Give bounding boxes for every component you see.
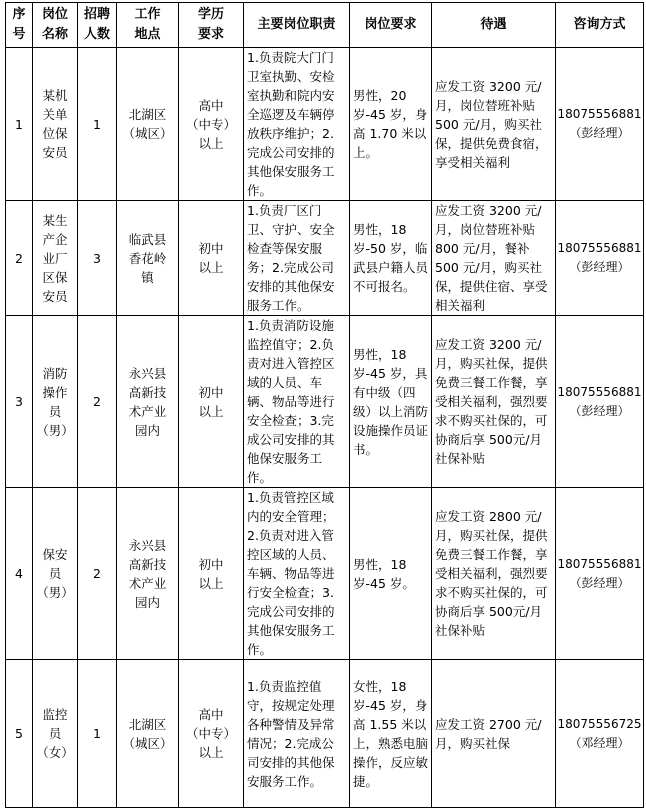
headcount: 1	[78, 48, 117, 201]
header-requirements: 岗位要求	[350, 3, 432, 48]
contact-info: 18075556881 （彭经理）	[556, 316, 644, 488]
job-duties: 1.负责消防设施监控值守；2.负责对进入管控区域的人员、车辆、物品等进行安全检查；3.完成公司安排的其他保安服务工作。	[244, 316, 350, 488]
benefits: 应发工资 2700 元/月，购买社保	[432, 660, 556, 808]
education-requirement: 初中 以上	[179, 488, 244, 660]
job-duties: 1.负责厂区门卫、守护、安全检查等保安服务；2.完成公司安排的其他保安服务工作。	[244, 201, 350, 316]
table-row	[6, 488, 644, 660]
job-duties: 1.负责管控区域内的安全管理；2.负责对进入管控区域的人员、车辆、物品等进行安全检查；3.完成公司安排的其他保安服务工作。	[244, 488, 350, 660]
work-location: 永兴县 高新技 术产业 园内	[117, 316, 179, 488]
header-location: 工作 地点	[117, 3, 179, 48]
row-number: 2	[6, 201, 33, 316]
contact-info: 18075556881 （彭经理）	[556, 48, 644, 201]
header-no: 序 号	[6, 3, 33, 48]
row-number: 5	[6, 660, 33, 808]
table-row	[6, 660, 644, 808]
header-duties: 主要岗位职责	[244, 3, 350, 48]
table-row	[6, 48, 644, 201]
work-location: 北湖区 （城区）	[117, 660, 179, 808]
benefits: 应发工资 3200 元/月，岗位替班补贴 800 元/月，餐补 500 元/月，购买社保，提供住宿、享受相关福利	[432, 201, 556, 316]
row-number: 4	[6, 488, 33, 660]
headcount: 3	[78, 201, 117, 316]
work-location: 北湖区 （城区）	[117, 48, 179, 201]
benefits: 应发工资 2800 元/月，购买社保，提供免费三餐工作餐，享受相关福利，强烈要求不购买社保的，可协商后享 500元/月社保补贴	[432, 488, 556, 660]
job-title: 消防 操作 员 （男）	[33, 316, 78, 488]
header-contact: 咨询方式	[556, 3, 644, 48]
job-title: 某生 产企 业厂 区保 安员	[33, 201, 78, 316]
headcount: 1	[78, 660, 117, 808]
education-requirement: 高中 （中专） 以上	[179, 660, 244, 808]
headcount: 2	[78, 316, 117, 488]
header-education: 学历 要求	[179, 3, 244, 48]
recruitment-table	[5, 2, 644, 808]
education-requirement: 初中 以上	[179, 316, 244, 488]
job-requirements: 男性，18 岁-50 岁，临武县户籍人员不可报名。	[350, 201, 432, 316]
header-benefits: 待遇	[432, 3, 556, 48]
contact-info: 18075556881 （彭经理）	[556, 488, 644, 660]
table-row	[6, 201, 644, 316]
work-location: 临武县 香花岭 镇	[117, 201, 179, 316]
job-duties: 1.负责监控值守，按规定处理各种警情及异常情况；2.完成公司安排的其他保安服务工作。	[244, 660, 350, 808]
work-location: 永兴县 高新技 术产业 园内	[117, 488, 179, 660]
header-count: 招聘 人数	[78, 3, 117, 48]
benefits: 应发工资 3200 元/月，购买社保，提供免费三餐工作餐，享受相关福利，强烈要求不购买社保的，可协商后享 500元/月社保补贴	[432, 316, 556, 488]
row-number: 1	[6, 48, 33, 201]
benefits: 应发工资 3200 元/月，岗位替班补贴 500 元/月，购买社保，提供免费食宿，享受相关福利	[432, 48, 556, 201]
job-requirements: 男性，18 岁-45 岁，具有中级（四级）以上消防设施操作员证书。	[350, 316, 432, 488]
education-requirement: 高中 （中专） 以上	[179, 48, 244, 201]
job-title: 保安 员 （男）	[33, 488, 78, 660]
job-title: 监控 员 （女）	[33, 660, 78, 808]
row-number: 3	[6, 316, 33, 488]
job-requirements: 男性，20 岁-45 岁，身高 1.70 米以上。	[350, 48, 432, 201]
education-requirement: 初中 以上	[179, 201, 244, 316]
contact-info: 18075556725 （邓经理）	[556, 660, 644, 808]
header-row	[6, 3, 644, 48]
job-requirements: 男性，18 岁-45 岁。	[350, 488, 432, 660]
table-row	[6, 316, 644, 488]
job-title: 某机 关单 位保 安员	[33, 48, 78, 201]
job-duties: 1.负责院大门门卫室执勤、安检室执勤和院内安全巡逻及车辆停放秩序维护；2.完成公司安排的其他保安服务工作。	[244, 48, 350, 201]
header-title: 岗位 名称	[33, 3, 78, 48]
contact-info: 18075556881 （彭经理）	[556, 201, 644, 316]
job-requirements: 女性，18 岁-45 岁，身高 1.55 米以上，熟悉电脑操作，反应敏捷。	[350, 660, 432, 808]
headcount: 2	[78, 488, 117, 660]
